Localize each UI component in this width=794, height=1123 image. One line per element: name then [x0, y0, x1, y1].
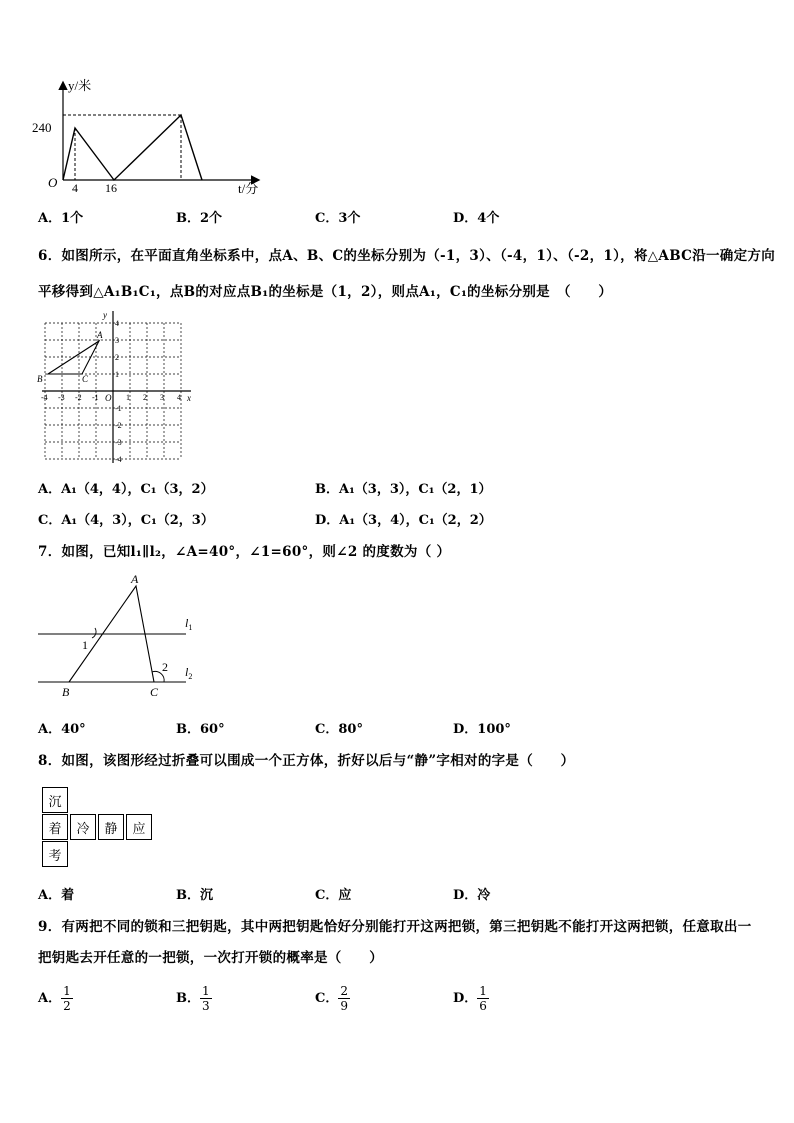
- q5-option-b[interactable]: B．2个: [176, 211, 223, 226]
- grid-x-tick: -3: [58, 393, 65, 402]
- q9-stem-line1: 9．有两把不同的锁和三把钥匙，其中两把钥匙恰好分别能打开这两把锁，第三把钥匙不能打开这两把锁，任意取出一: [38, 919, 752, 935]
- label-l2: $l_2$: [185, 665, 193, 681]
- q7-option-d[interactable]: D．100°: [453, 722, 511, 737]
- q5-option-c[interactable]: C．3个: [315, 211, 361, 226]
- q8-cube-net: [42, 787, 154, 869]
- triangle-abc: [48, 341, 99, 374]
- x-tick-16: 16: [105, 181, 117, 195]
- net-cell-bottom: 考: [42, 841, 68, 867]
- origin-label: O: [48, 175, 58, 190]
- q9-option-d[interactable]: [453, 984, 489, 1013]
- q8-stem: 8．如图，该图形经过折叠可以围成一个正方体，折好以后与“静”字相对的字是（ ）: [38, 753, 575, 769]
- angle-1-arc: [92, 628, 96, 638]
- option-letter: C．: [315, 991, 339, 1006]
- q6-option-c[interactable]: C．A₁（4，3），C₁（2，3）: [38, 513, 214, 528]
- q6-stem-line1: 6．如图所示，在平面直角坐标系中，点A、B、C的坐标分别为（-1，3）、（-4，1）、（-2，1），将△ABC沿一确定方向: [38, 248, 776, 264]
- grid-y-tick: 4: [115, 319, 119, 328]
- q9-stem-line2: 把钥匙去开任意的一把锁，一次打开锁的概率是（ ）: [38, 950, 383, 966]
- label-angle-2: 2: [162, 660, 168, 674]
- q8-option-a[interactable]: A．着: [38, 888, 75, 903]
- point-a-label: A: [97, 330, 103, 340]
- grid-x-tick: 3: [160, 393, 164, 402]
- y-axis-label: y/米: [68, 78, 92, 93]
- q6-coordinate-grid: [36, 308, 196, 468]
- x-tick-4: 4: [72, 181, 78, 195]
- q8-option-b[interactable]: B．沉: [176, 888, 213, 903]
- point-c-label: C: [82, 374, 89, 384]
- point-b-label: B: [37, 374, 43, 384]
- fraction: $\frac{2}{9}$: [340, 984, 348, 1013]
- grid-origin: O: [105, 393, 112, 403]
- grid-x-tick: -4: [41, 393, 48, 402]
- fraction: $\frac{1}{3}$: [202, 984, 210, 1013]
- grid-x-tick: -1: [92, 393, 99, 402]
- q6-option-b[interactable]: B．A₁（3，3），C₁（2，1）: [315, 482, 492, 497]
- net-cell-4: 应: [126, 814, 152, 840]
- q6-stem-line2: 平移得到△A₁B₁C₁，点B的对应点B₁的坐标是（1，2），则点A₁，C₁的坐标分别是 （ ）: [38, 284, 613, 300]
- grid-y-tick: 3: [115, 336, 119, 345]
- label-b: B: [62, 685, 70, 699]
- grid-y-tick: -2: [115, 421, 122, 430]
- q7-option-c[interactable]: C．80°: [315, 722, 363, 737]
- option-letter: A．: [38, 991, 62, 1006]
- x-axis-label: t/分: [238, 181, 259, 196]
- q7-parallel-lines-figure: [36, 568, 216, 703]
- label-l1: $l_1$: [185, 616, 193, 632]
- q7-stem: 7．如图，已知l₁∥l₂，∠A=40°，∠1=60°，则∠2 的度数为（ ）: [38, 544, 451, 560]
- grid-y-tick: -3: [115, 438, 122, 447]
- net-cell-2: 冷: [70, 814, 96, 840]
- q5-option-a[interactable]: A．1个: [38, 211, 84, 226]
- fraction: $\frac{1}{6}$: [479, 984, 487, 1013]
- q9-option-a[interactable]: [38, 984, 73, 1013]
- q5-option-d[interactable]: D．4个: [453, 211, 500, 226]
- q8-option-d[interactable]: D．冷: [453, 888, 491, 903]
- y-tick-240: 240: [32, 120, 52, 135]
- net-cell-3: 静: [98, 814, 124, 840]
- grid-x-tick: 4: [177, 393, 181, 402]
- label-c: C: [150, 685, 159, 699]
- q7-option-a[interactable]: A．40°: [38, 722, 86, 737]
- q6-option-a[interactable]: A．A₁（4，4），C₁（3，2）: [38, 482, 214, 497]
- label-a: A: [131, 572, 139, 586]
- grid-x-tick: 2: [143, 393, 147, 402]
- q9-option-c[interactable]: [315, 984, 350, 1013]
- q5-distance-time-graph: [30, 75, 270, 200]
- grid-x-label: x: [187, 393, 191, 403]
- grid-y-tick: 1: [115, 370, 119, 379]
- grid-y-tick: -4: [115, 455, 122, 464]
- q7-option-b[interactable]: B．60°: [176, 722, 225, 737]
- label-angle-1: 1: [82, 638, 88, 652]
- grid-x-tick: 1: [126, 393, 130, 402]
- option-letter: B．: [176, 991, 200, 1006]
- net-cell-top: 沉: [42, 787, 68, 813]
- option-letter: D．: [453, 991, 478, 1006]
- net-cell-1: 着: [42, 814, 68, 840]
- grid-y-tick: 2: [115, 353, 119, 362]
- q9-option-b[interactable]: [176, 984, 212, 1013]
- q8-option-c[interactable]: C．应: [315, 888, 352, 903]
- q6-option-d[interactable]: D．A₁（3，4），C₁（2，2）: [315, 513, 492, 528]
- fraction: $\frac{1}{2}$: [63, 984, 71, 1013]
- grid-y-tick: -1: [115, 404, 122, 413]
- grid-y-label: y: [103, 310, 107, 320]
- grid-x-tick: -2: [75, 393, 82, 402]
